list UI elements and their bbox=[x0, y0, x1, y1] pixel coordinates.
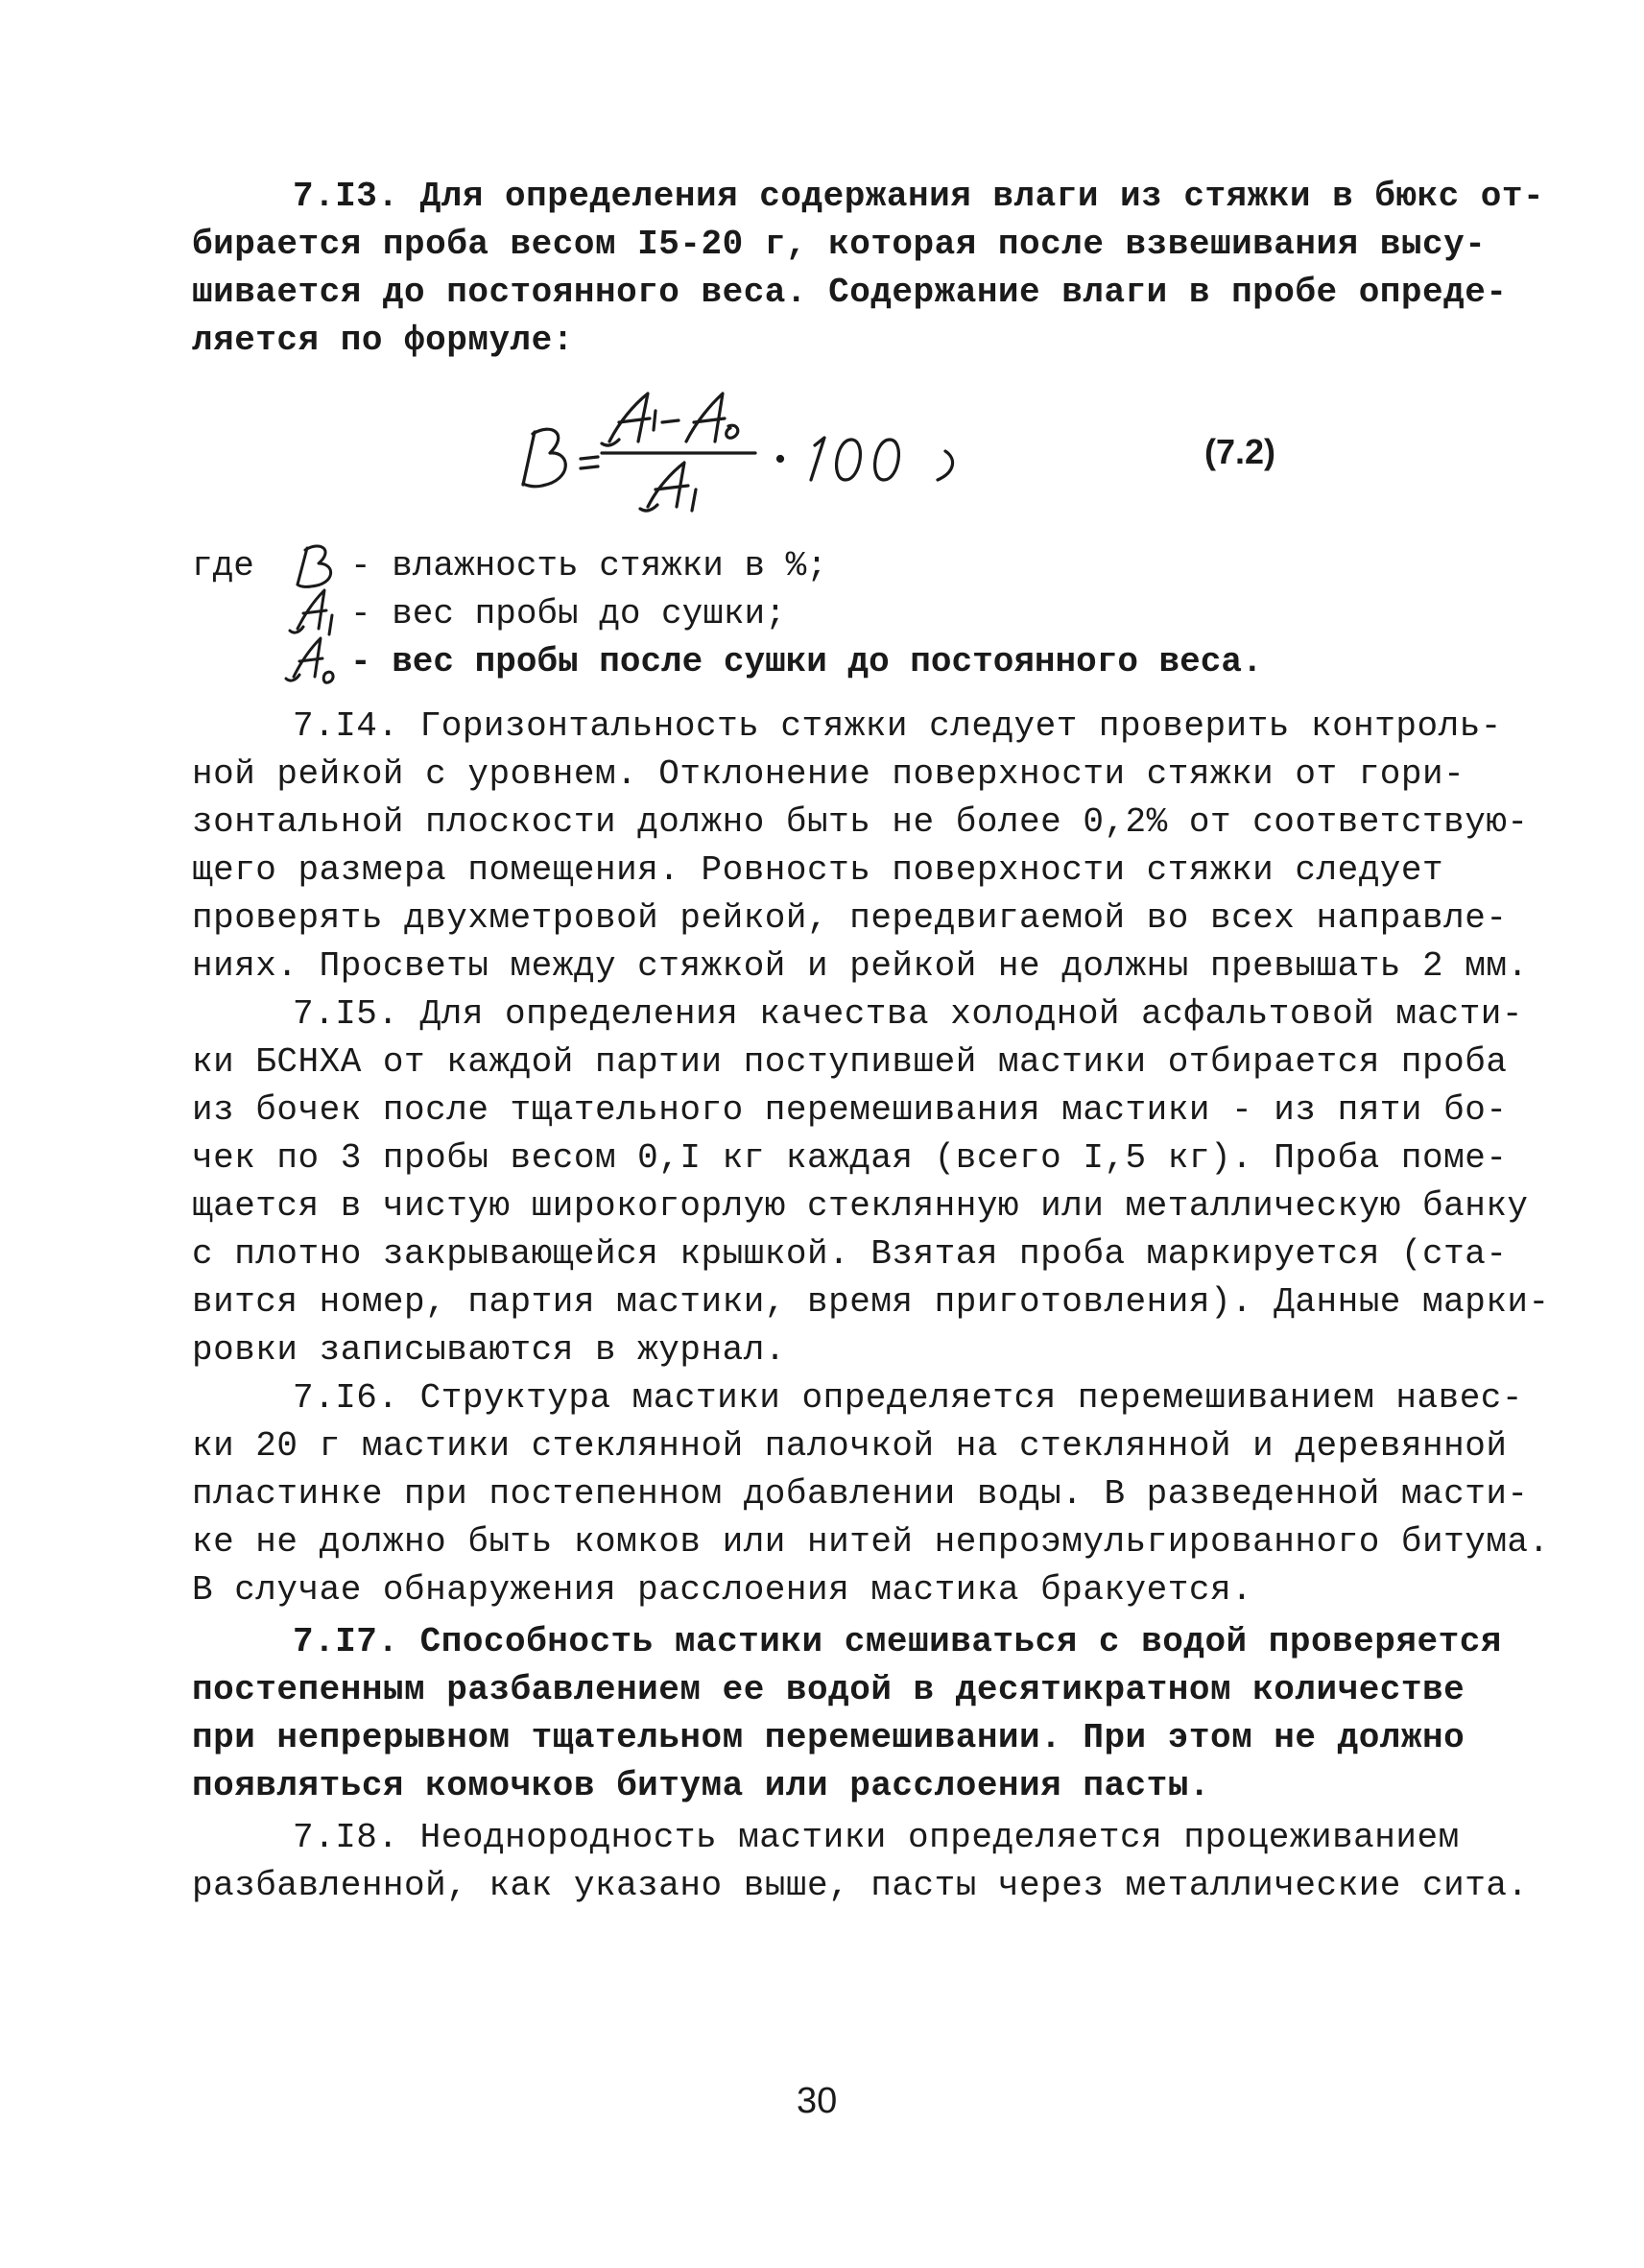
symbol-a0-icon bbox=[280, 634, 338, 688]
text-line: при непрерывном тщательном перемешивании. При этом не должно bbox=[192, 1718, 1465, 1757]
legend-lead: где bbox=[192, 546, 254, 585]
formula-number: (7.2) bbox=[1204, 432, 1276, 471]
text-line: 7.I6. Структура мастики определяется перемешиванием навес- bbox=[293, 1378, 1524, 1418]
paragraph-7-16 bbox=[192, 1374, 1550, 1614]
legend-text: - вес пробы после сушки до постоянного веса. bbox=[350, 642, 1263, 681]
text-line: щается в чистую широкогорлую стеклянную или металлическую банку bbox=[192, 1186, 1529, 1226]
paragraph-7-14 bbox=[192, 703, 1529, 991]
legend-text: - влажность стяжки в %; bbox=[350, 546, 827, 585]
text-line: ной рейкой с уровнем. Отклонение поверхности стяжки от гори- bbox=[192, 754, 1465, 794]
text-line: с плотно закрывающейся крышкой. Взятая проба маркируется (ста- bbox=[192, 1234, 1508, 1274]
text-line: ниях. Просветы между стяжкой и рейкой не должны превышать 2 мм. bbox=[192, 946, 1529, 986]
paragraph-7-13 bbox=[192, 173, 1545, 365]
text-line: щего размера помещения. Ровность поверхности стяжки следует bbox=[192, 850, 1444, 890]
text-line: 7.I8. Неоднородность мастики определяется процеживанием bbox=[293, 1818, 1460, 1857]
text-line: проверять двухметровой рейкой, передвигаемой во всех направле- bbox=[192, 898, 1508, 938]
text-line: постепенным разбавлением ее водой в десятикратном количестве bbox=[192, 1670, 1465, 1709]
text-line: ке не должно быть комков или нитей непроэмульгированного битума. bbox=[192, 1522, 1550, 1562]
text-line: ки БСНХА от каждой партии поступившей мастики отбирается проба bbox=[192, 1042, 1508, 1082]
text-line: ки 20 г мастики стеклянной палочкой на стеклянной и деревянной bbox=[192, 1426, 1508, 1466]
text-line: 7.I4. Горизонтальность стяжки следует проверить контроль- bbox=[293, 706, 1502, 746]
text-line: В случае обнаружения расслоения мастика бракуется. bbox=[192, 1570, 1253, 1610]
text-line: ровки записываются в журнал. bbox=[192, 1330, 786, 1370]
text-line: разбавленной, как указано выше, пасты через металлические сита. bbox=[192, 1866, 1529, 1905]
symbol-a1-icon bbox=[284, 586, 342, 640]
handwritten-formula bbox=[494, 384, 993, 518]
text-line: чек по 3 пробы весом 0,I кг каждая (всего I,5 кг). Проба поме- bbox=[192, 1138, 1508, 1178]
text-line: шивается до постоянного веса. Содержание влаги в пробе опреде- bbox=[192, 273, 1508, 312]
text-line: появляться комочков битума или расслоения пасты. bbox=[192, 1766, 1210, 1805]
text-line: зонтальной плоскости должно быть не более 0,2% от соответствую- bbox=[192, 802, 1529, 842]
text-line: вится номер, партия мастики, время приготовления). Данные марки- bbox=[192, 1282, 1550, 1322]
text-line: ляется по формуле: bbox=[192, 321, 574, 360]
page-number: 30 bbox=[797, 2081, 838, 2121]
text-line: 7.I5. Для определения качества холодной асфальтовой масти- bbox=[293, 994, 1524, 1034]
symbol-b-icon bbox=[288, 538, 345, 592]
legend-text: - вес пробы до сушки; bbox=[350, 594, 786, 633]
paragraph-7-17 bbox=[192, 1618, 1502, 1810]
paragraph-7-15 bbox=[192, 991, 1550, 1374]
text-line: пластинке при постепенном добавлении воды. В разведенной масти- bbox=[192, 1474, 1529, 1514]
text-line: 7.I3. Для определения содержания влаги из стяжки в бюкс от- bbox=[293, 177, 1545, 216]
text-line: бирается проба весом I5-20 г, которая после взвешивания высу- bbox=[192, 225, 1487, 264]
paragraph-7-18 bbox=[192, 1814, 1529, 1910]
text-line: из бочек после тщательного перемешивания мастики - из пяти бо- bbox=[192, 1090, 1508, 1130]
text-line: 7.I7. Способность мастики смешиваться с водой проверяется bbox=[293, 1622, 1502, 1661]
